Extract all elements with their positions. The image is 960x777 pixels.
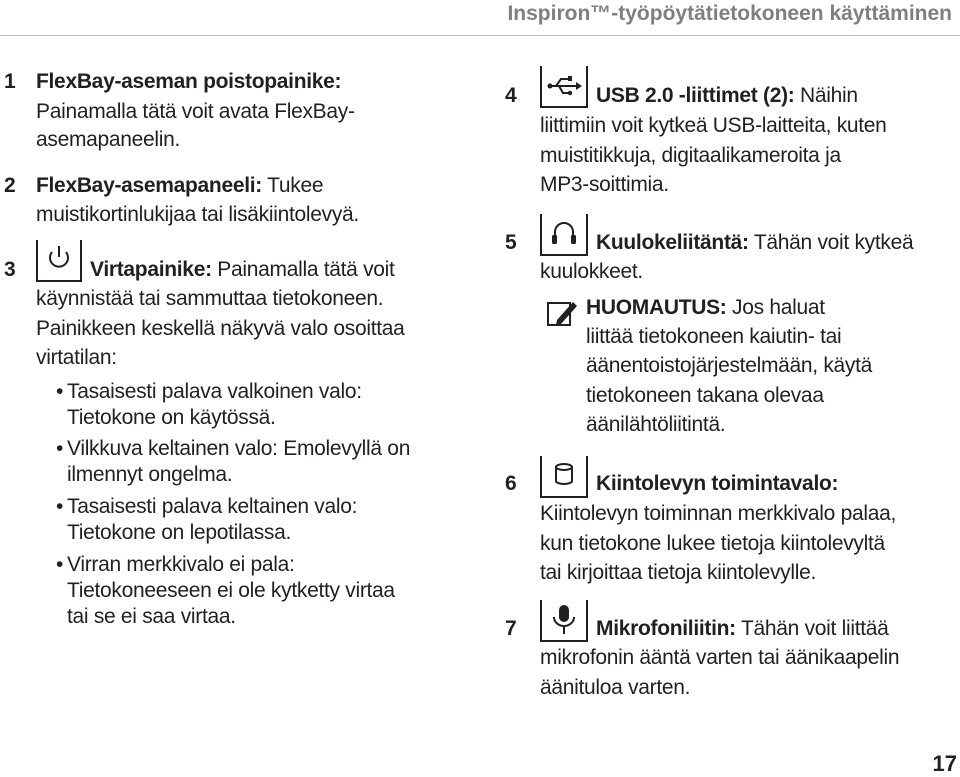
item-text: mikrofonin ääntä varten tai äänikaapelin [540,646,900,669]
note-text: äänilähtöliitintä. [586,413,726,436]
bullet-dot: • [56,495,64,518]
item-text: muistikortinlukijaa tai lisäkiintolevyä. [36,203,359,226]
item-text: Tukee [261,174,324,197]
hard-drive-icon [540,456,588,498]
bullet-text: Virran merkkivalo ei pala: [67,553,295,576]
item-number: 4 [505,84,517,107]
note-heading-line [586,296,825,320]
usb-icon [540,66,588,108]
item-text: Tähän voit liittää [735,617,889,640]
item-heading-line [596,231,913,255]
bullet-text: tai se ei saa virtaa. [67,605,236,628]
item-number: 1 [4,70,16,93]
bullet-text: ilmennyt ongelma. [67,463,233,486]
item-number: 5 [505,231,517,254]
item-heading-line [596,84,858,108]
bullet-text: Tasaisesti palava keltainen valo: [67,495,358,518]
item-label: Virtapainike: [90,258,212,281]
item-text: Tähän voit kytkeä [748,231,914,254]
header-rule [0,35,960,36]
item-text: liittimiin voit kytkeä USB-laitteita, kuten [540,114,887,137]
item-text: asemapaneelin. [36,128,181,151]
item-text: kun tietokone lukee tietoja kiintolevyltä [540,532,885,555]
item-text: kuulokkeet. [540,260,643,283]
bullet-text: Tietokone on lepotilassa. [67,521,292,544]
item-text: muistitikkuja, digitaalikameroita ja [540,144,841,167]
bullet-dot: • [56,553,64,576]
note-label: HUOMAUTUS: [586,296,727,319]
bullet-dot: • [56,380,64,403]
item-number: 3 [4,258,16,281]
item-text: käynnistää tai sammuttaa tietokoneen. [36,287,384,310]
item-text: Painikkeen keskellä näkyvä valo osoittaa [36,317,405,340]
item-text: äänituloa varten. [540,676,691,699]
item-label: Kiintolevyn toimintavalo: [596,472,839,495]
item-text: Painamalla tätä voit [211,258,395,281]
item-label: Mikrofoniliitin: [596,617,736,640]
item-heading-line [90,258,395,282]
item-text: Painamalla tätä voit avata FlexBay- [36,100,355,123]
running-header: Inspiron™-työpöytätietokoneen käyttäminen [507,2,952,25]
item-heading-line [36,174,323,198]
bullet-text: Tietokoneeseen ei ole kytketty virtaa [67,579,395,602]
microphone-icon [540,600,588,642]
note-text: tietokoneen takana olevaa [586,384,824,407]
note-text: Jos haluat [726,296,825,319]
note-pencil-icon [545,298,581,330]
note-text: äänentoistojärjestelmään, käytä [586,354,873,377]
bullet-text: Tasaisesti palava valkoinen valo: [67,380,362,403]
item-label: FlexBay-aseman poistopainike: [36,70,342,93]
bullet-dot: • [56,437,64,460]
bullet-text: Vilkkuva keltainen valo: Emolevyllä on [67,437,411,460]
page-number: 17 [932,751,957,776]
item-label: FlexBay-asemapaneeli: [36,174,262,197]
item-text: Näihin [794,84,858,107]
note-text: liittää tietokoneen kaiutin- tai [586,325,842,348]
item-number: 6 [505,472,517,495]
item-label: Kuulokeliitäntä: [596,231,749,254]
item-text: MP3-soittimia. [540,173,669,196]
power-icon [36,240,82,282]
headphone-icon [540,214,588,256]
item-text: virtatilan: [36,346,117,369]
item-text: Kiintolevyn toiminnan merkkivalo palaa, [540,502,896,525]
bullet-text: Tietokone on käytössä. [67,406,276,429]
item-label: USB 2.0 -liittimet (2): [596,84,795,107]
item-number: 2 [4,174,16,197]
item-heading-line [596,617,889,641]
item-text: tai kirjoittaa tietoja kiintolevylle. [540,561,817,584]
item-number: 7 [505,617,517,640]
